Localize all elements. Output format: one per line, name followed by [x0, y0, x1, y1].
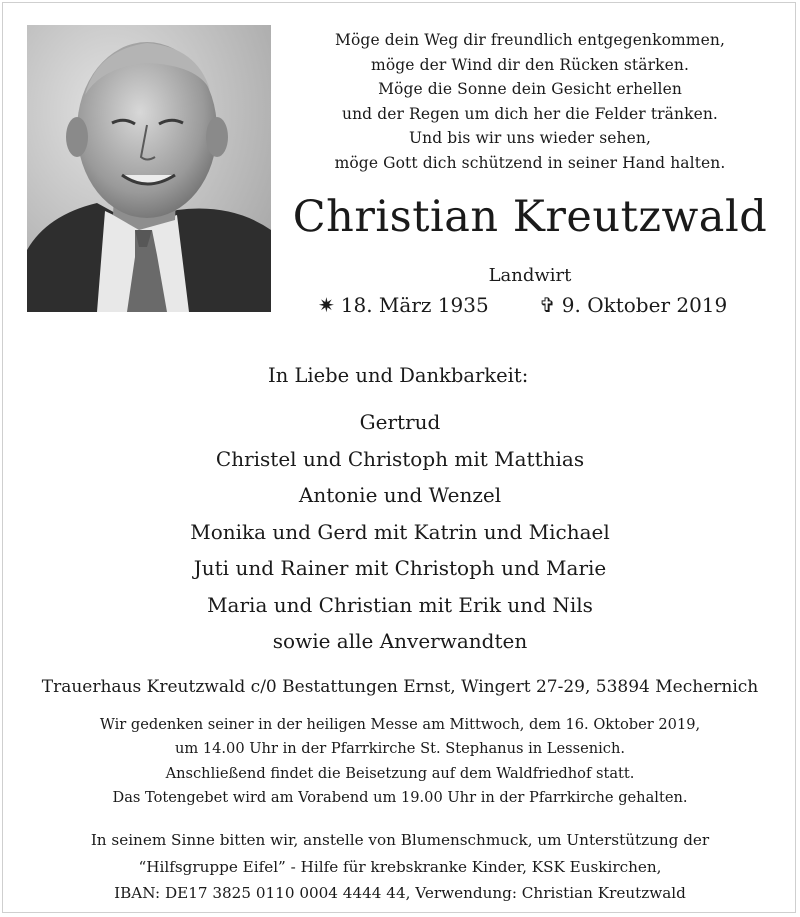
- portrait-image: [27, 25, 271, 312]
- mourners-intro: In Liebe und Dankbarkeit:: [268, 364, 529, 387]
- funeral-house-address: Trauerhaus Kreutzwald c/0 Bestattungen Ernst, Wingert 27-29, 53894 Mechernich: [41, 677, 759, 697]
- portrait-photo: [27, 25, 271, 312]
- mourners-list: [0, 404, 800, 660]
- mourner-line: sowie alle Anverwandten: [272, 629, 528, 653]
- cross-icon: ✞: [539, 293, 556, 317]
- birth-date-line: [318, 290, 489, 320]
- poem-line: möge der Wind dir den Rücken stärken.: [371, 55, 689, 74]
- poem-line: Möge die Sonne dein Gesicht erhellen: [378, 80, 682, 98]
- death-date-line: [539, 290, 727, 320]
- donation-line: In seinem Sinne bitten wir, anstelle von Blumenschmuck, um Unterstützung der: [90, 831, 710, 849]
- service-line: Anschließend findet die Beisetzung auf dem Waldfriedhof statt.: [165, 764, 635, 782]
- donation-line: IBAN: DE17 3825 0110 0004 4444 44, Verwendung: Christian Kreutzwald: [114, 884, 686, 902]
- mourner-line: Christel und Christoph mit Matthias: [215, 446, 585, 471]
- memorial-poem: [300, 28, 760, 175]
- mourner-line: Monika und Gerd mit Katrin und Michael: [190, 519, 610, 544]
- death-date: 9. Oktober 2019: [561, 293, 728, 317]
- poem-line: Und bis wir uns wieder sehen,: [409, 129, 651, 147]
- deceased-profession: Landwirt: [488, 265, 572, 286]
- service-info: [0, 713, 800, 810]
- poem-line: Möge dein Weg dir freundlich entgegenkommen,: [335, 31, 725, 49]
- mourner-line: Antonie und Wenzel: [298, 483, 502, 507]
- mourner-line: Juti und Rainer mit Christoph und Marie: [193, 556, 607, 580]
- service-line: um 14.00 Uhr in der Pfarrkirche St. Stephanus in Lessenich.: [174, 740, 626, 758]
- mourner-line: Maria und Christian mit Erik und Nils: [207, 592, 593, 617]
- service-line: Das Totengebet wird am Vorabend um 19.00 Uhr in der Pfarrkirche gehalten.: [112, 788, 688, 806]
- birth-star-icon: ✷: [318, 293, 335, 317]
- donation-line: “Hilfsgruppe Eifel” - Hilfe für krebskranke Kinder, KSK Euskirchen,: [138, 857, 662, 876]
- service-line: Wir gedenken seiner in der heiligen Messe am Mittwoch, dem 16. Oktober 2019,: [99, 716, 701, 733]
- deceased-name: Christian Kreutzwald: [292, 192, 768, 242]
- donation-info: [0, 827, 800, 907]
- birth-date: 18. März 1935: [340, 293, 489, 317]
- mourner-line: Gertrud: [359, 410, 441, 434]
- poem-line: möge Gott dich schützend in seiner Hand halten.: [334, 153, 726, 172]
- poem-line: und der Regen um dich her die Felder tränken.: [342, 104, 718, 123]
